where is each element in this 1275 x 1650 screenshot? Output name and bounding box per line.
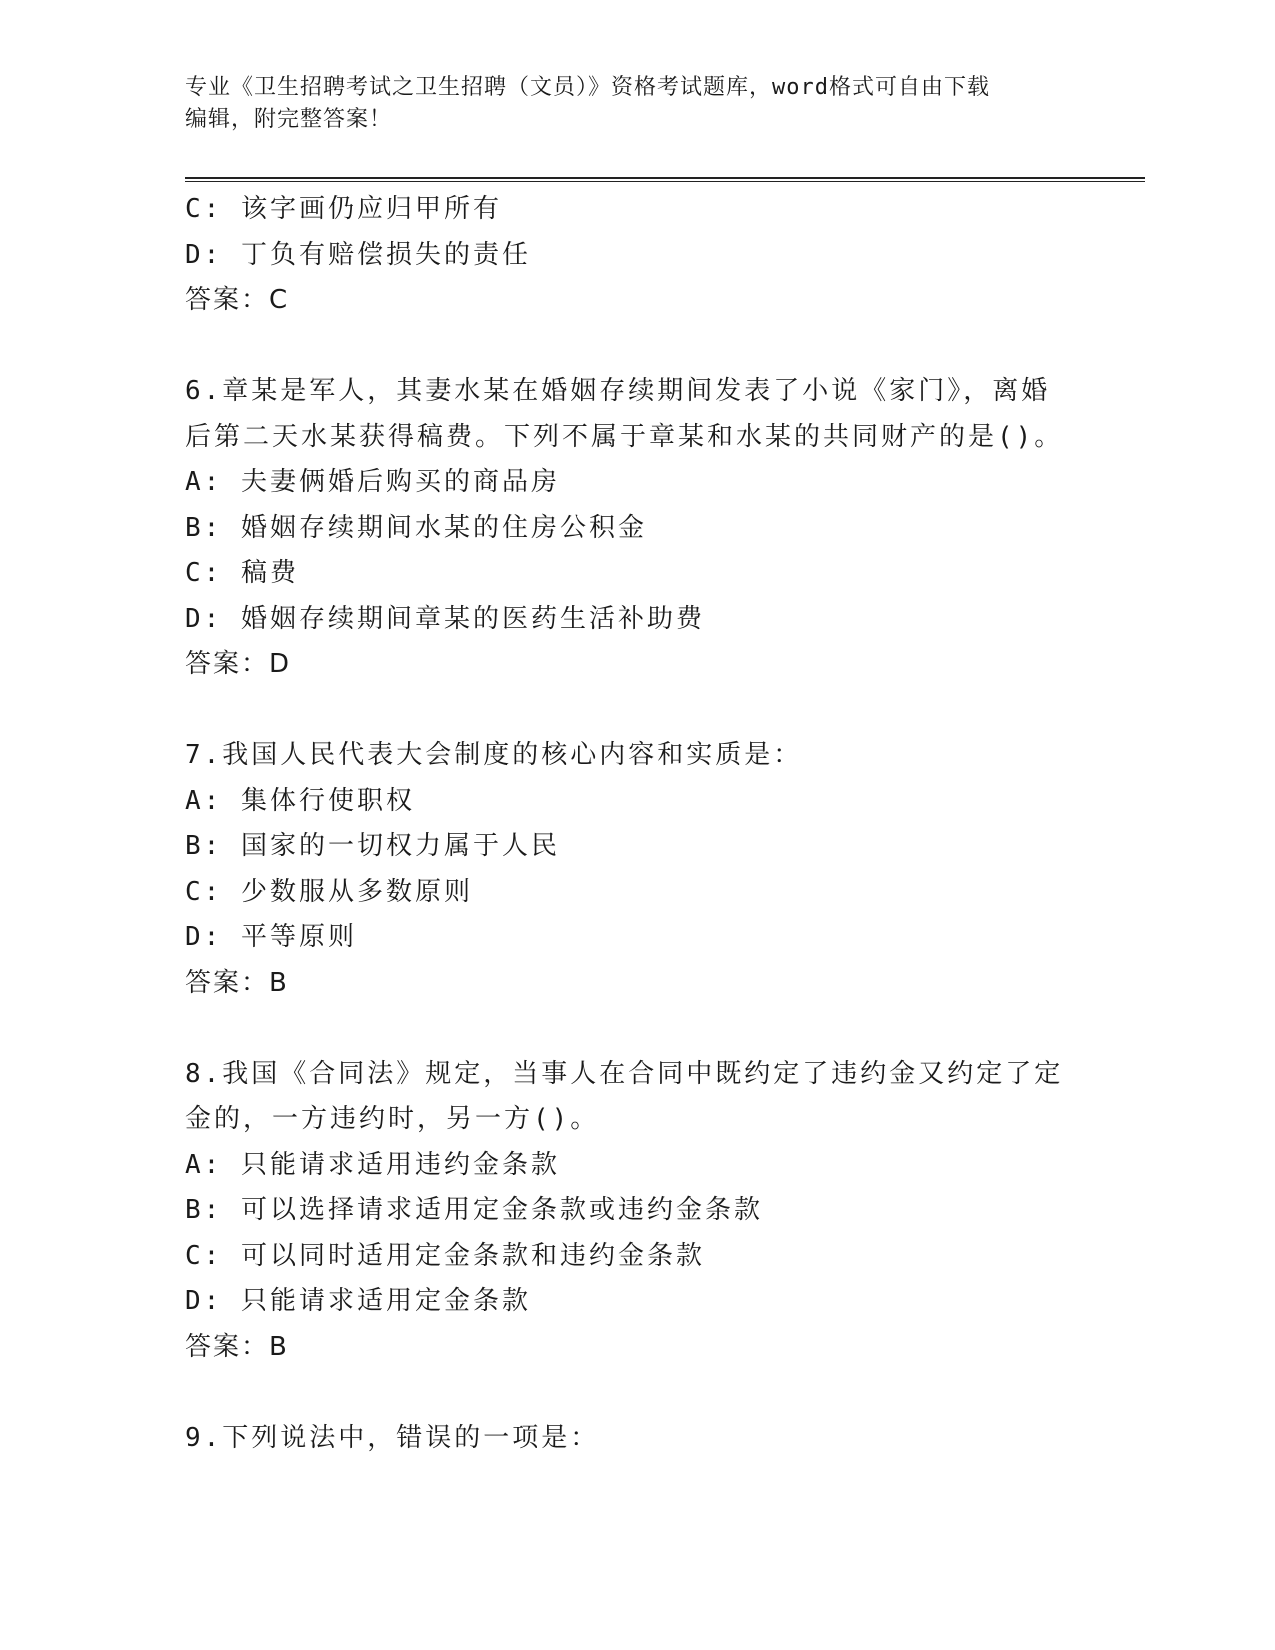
option-b	[185, 506, 1145, 552]
option-text: 夫妻俩婚后购买的商品房	[240, 467, 560, 497]
option-text: 丁负有赔偿损失的责任	[240, 239, 531, 270]
option-d	[185, 1279, 1145, 1325]
option-text: 可以选择请求适用定金条款或违约金条款	[240, 1195, 763, 1225]
option-key: A:	[185, 785, 223, 816]
option-text: 平等原则	[240, 922, 357, 952]
option-key: B:	[185, 831, 223, 861]
question-stem-cont: 后第二天水某获得稿费。下列不属于章某和水某的共同财产的是()。	[185, 421, 1064, 452]
option-text: 婚姻存续期间水某的住房公积金	[240, 512, 647, 543]
option-key: B:	[185, 512, 223, 543]
option-key: C:	[185, 1240, 223, 1271]
option-key: C:	[185, 558, 223, 588]
spacer	[185, 324, 1145, 370]
header-divider	[185, 177, 1145, 182]
option-text: 国家的一切权力属于人民	[240, 831, 560, 861]
option-d	[185, 915, 1145, 961]
option-c	[185, 870, 1145, 916]
option-key: D:	[185, 922, 223, 952]
option-key: D:	[185, 239, 223, 270]
option-key: C:	[185, 194, 223, 224]
question-7	[185, 733, 1145, 1006]
option-a	[185, 1143, 1145, 1189]
option-a	[185, 779, 1145, 825]
option-text: 只能请求适用定金条款	[240, 1286, 531, 1316]
option-key: C:	[185, 876, 223, 907]
spacer	[185, 1006, 1145, 1052]
answer: 答案：C	[185, 285, 290, 315]
question-9	[185, 1416, 1145, 1462]
header-line-1: 专业《卫生招聘考试之卫生招聘（文员）》资格考试题库，word格式可自由下载	[185, 75, 990, 100]
option-d	[185, 597, 1145, 643]
question-stem: 6.章某是军人，其妻水某在婚姻存续期间发表了小说《家门》，离婚	[185, 376, 1051, 406]
option-key: D:	[185, 603, 223, 634]
option-key: D:	[185, 1286, 223, 1316]
option-d	[185, 233, 1145, 279]
answer: 答案：D	[185, 649, 292, 679]
document-header	[185, 72, 1105, 136]
question-stem: 9.下列说法中，错误的一项是：	[185, 1422, 600, 1453]
option-text: 只能请求适用违约金条款	[240, 1149, 560, 1180]
question-8	[185, 1052, 1145, 1371]
option-c	[185, 551, 1145, 597]
option-a	[185, 460, 1145, 506]
question-list	[185, 187, 1145, 1461]
option-text: 婚姻存续期间章某的医药生活补助费	[240, 603, 705, 634]
question-stem-cont: 金的，一方违约时，另一方()。	[185, 1104, 600, 1134]
option-c	[185, 187, 1145, 233]
option-text: 少数服从多数原则	[240, 876, 473, 907]
spacer	[185, 1370, 1145, 1416]
option-key: A:	[185, 467, 223, 497]
option-b	[185, 1188, 1145, 1234]
option-text: 稿费	[240, 558, 299, 588]
option-c	[185, 1234, 1145, 1280]
answer: 答案：B	[185, 967, 289, 998]
question-6	[185, 369, 1145, 688]
answer: 答案：B	[185, 1331, 289, 1362]
header-line-2: 编辑，附完整答案！	[185, 107, 393, 132]
option-text: 可以同时适用定金条款和违约金条款	[240, 1240, 705, 1271]
option-key: A:	[185, 1149, 223, 1180]
question-5-tail	[185, 187, 1145, 324]
question-stem: 8.我国《合同法》规定，当事人在合同中既约定了违约金又约定了定	[185, 1058, 1064, 1089]
spacer	[185, 688, 1145, 734]
option-b	[185, 824, 1145, 870]
question-stem: 7.我国人民代表大会制度的核心内容和实质是：	[185, 740, 803, 770]
option-text: 该字画仍应归甲所有	[240, 194, 502, 224]
option-text: 集体行使职权	[240, 785, 415, 816]
option-key: B:	[185, 1195, 223, 1225]
